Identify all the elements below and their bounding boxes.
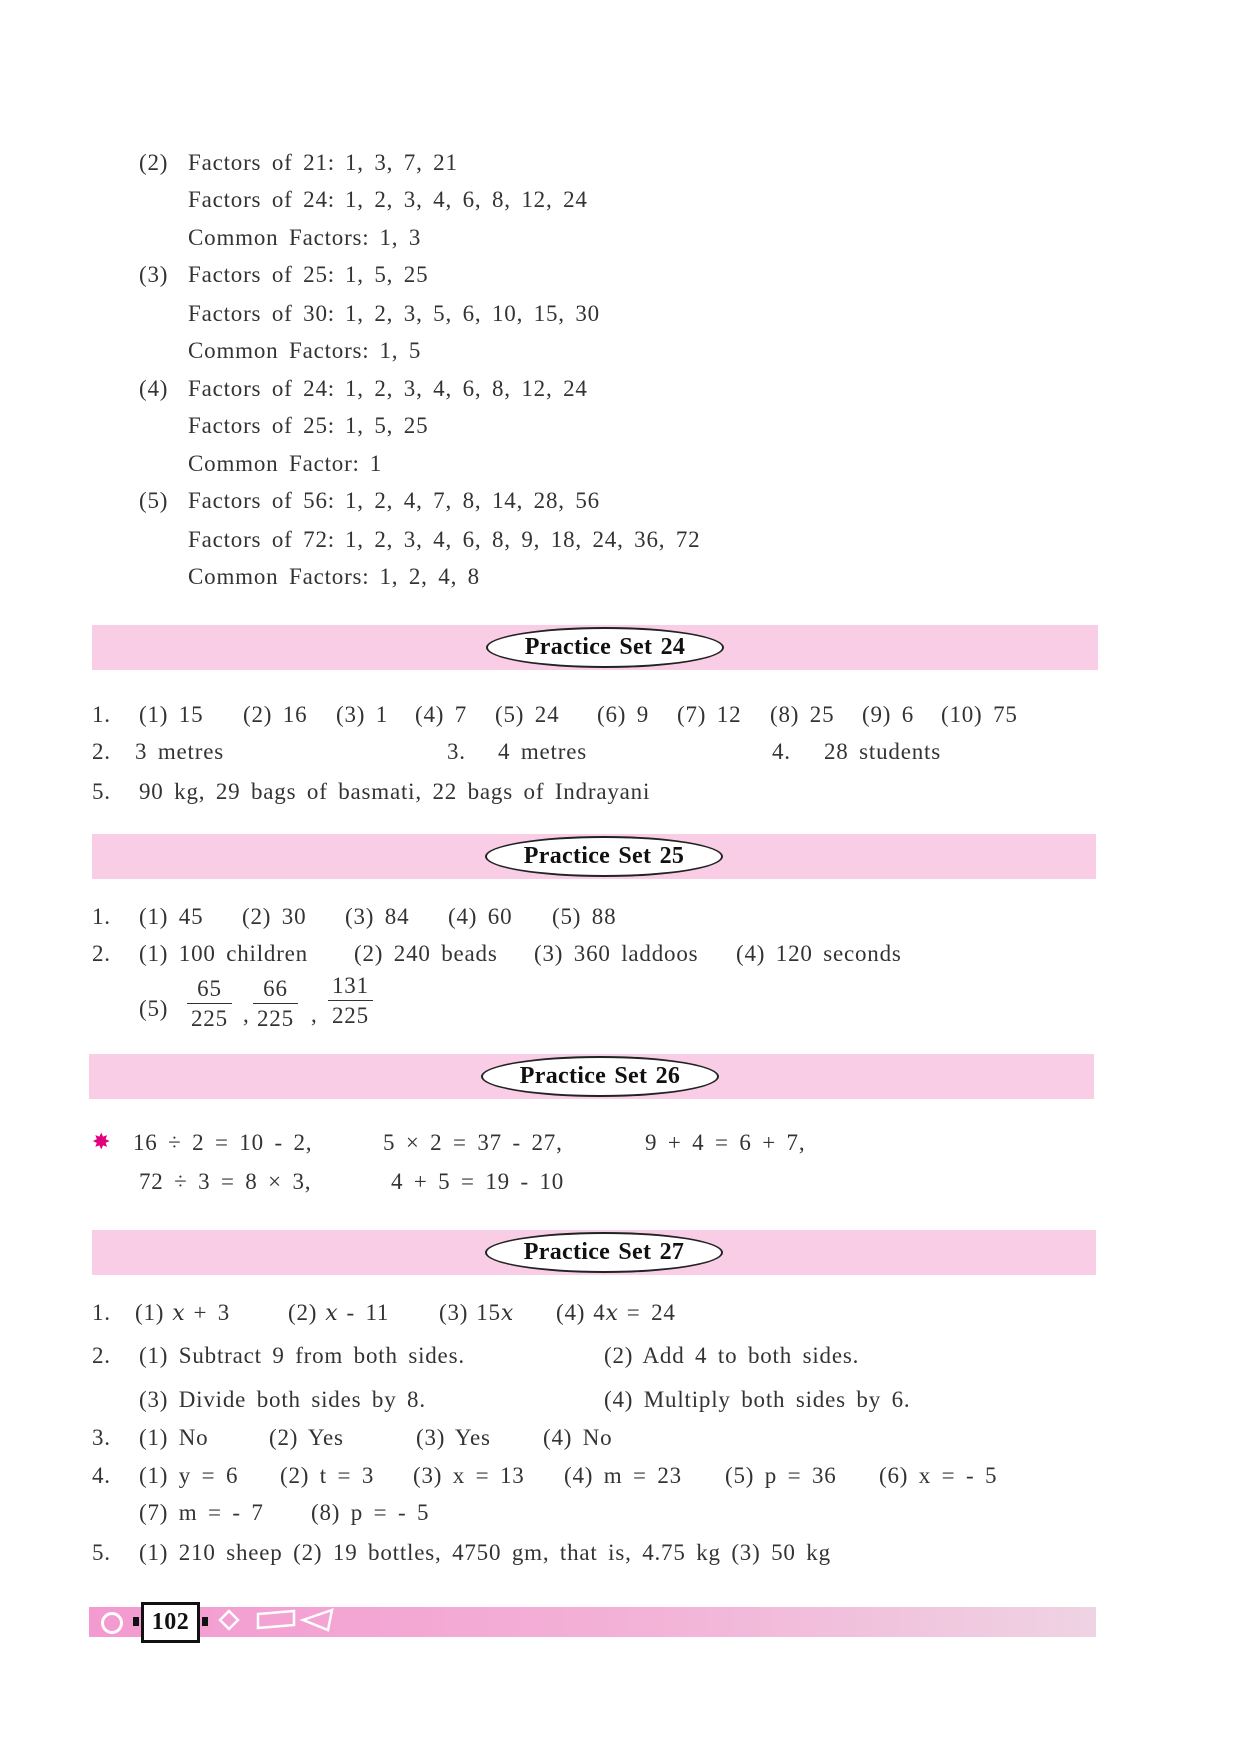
section-title: Practice Set 27 [485, 1232, 723, 1273]
answer-item: (2) Add 4 to both sides. [604, 1343, 860, 1368]
part-label: (5) [139, 996, 169, 1021]
fraction-numerator: 65 [187, 975, 232, 1004]
answer-item: (1) 45 [139, 904, 204, 929]
fraction-denominator: 225 [332, 1003, 369, 1028]
factors-entry [188, 374, 588, 404]
factors-label: Common Factors: [188, 338, 370, 363]
answer-item: 4 metres [498, 739, 587, 764]
equation-row [0, 1128, 1241, 1158]
equation: 72 ÷ 3 = 8 × 3, [139, 1169, 312, 1194]
factors-line [0, 374, 1241, 404]
answer-item: (3) Yes [416, 1425, 491, 1450]
factors-label: Factors of 21: [188, 150, 335, 175]
factors-entry [188, 449, 382, 479]
answer-item: (10) 75 [941, 702, 1018, 727]
question-number: 4. [772, 739, 791, 764]
question-number: 2. [92, 941, 111, 966]
footer-shapes [215, 1608, 340, 1632]
answer-item: (3) 84 [345, 904, 410, 929]
separator: , [243, 1002, 250, 1027]
common-factors-line [0, 562, 1241, 592]
answer-item: (4) 60 [448, 904, 513, 929]
factors-label: Factors of 30: [188, 301, 335, 326]
answer-item: 28 students [824, 739, 941, 764]
variable: x [325, 1301, 339, 1326]
separator: , [311, 1002, 318, 1027]
question-number: 1. [92, 1300, 111, 1325]
question-number: 5. [92, 779, 111, 804]
answer-item: (4) 120 seconds [736, 941, 902, 966]
section-header-band [92, 834, 1096, 879]
factors-value: 1, 2, 3, 4, 6, 8, 12, 24 [344, 187, 588, 212]
factors-value: 1, 5, 25 [344, 413, 429, 438]
common-factors-line [0, 449, 1241, 479]
answer-item: (3) Divide both sides by 8. [139, 1387, 426, 1412]
answer-item: (1) No [139, 1425, 209, 1450]
answer-item: (3) x = 13 [413, 1463, 525, 1488]
section-header-band [92, 1230, 1096, 1275]
common-factors-line [0, 223, 1241, 253]
equation: 9 + 4 = 6 + 7, [645, 1130, 806, 1155]
part-label: (4) [556, 1300, 586, 1325]
expression-item [439, 1298, 514, 1329]
factors-label: Factors of 72: [188, 527, 335, 552]
answer-item: (1) 15 [139, 702, 204, 727]
factors-value: 1, 3, 7, 21 [344, 150, 458, 175]
variable: x [605, 1301, 619, 1326]
factors-value: 1 [369, 451, 383, 476]
diamond-icon [220, 1611, 238, 1629]
expression-item [135, 1298, 230, 1329]
answer-row [0, 939, 1241, 969]
factors-line [0, 411, 1241, 441]
answer-item: (9) 6 [862, 702, 915, 727]
factors-line [0, 486, 1241, 516]
factors-value: 1, 2, 3, 5, 6, 10, 15, 30 [344, 301, 600, 326]
question-number: 5. [92, 1540, 111, 1565]
answer-row [0, 902, 1241, 932]
answer-row [0, 1538, 1241, 1568]
fraction [253, 975, 298, 1034]
factors-value: 1, 5, 25 [344, 262, 429, 287]
answer-item: (5) 88 [552, 904, 617, 929]
page-number: 102 [141, 1602, 200, 1643]
expression-rest: = 24 [626, 1300, 676, 1325]
answer-item: (2) 30 [242, 904, 307, 929]
question-number: 1. [92, 904, 111, 929]
factors-label: Factors of 25: [188, 413, 335, 438]
factors-value: 1, 2, 4, 8 [379, 564, 480, 589]
answer-item: (1) 210 sheep (2) 19 bottles, 4750 gm, that is, 4.75 kg (3) 50 kg [139, 1540, 831, 1565]
common-factors-line [0, 336, 1241, 366]
factors-entry [188, 148, 458, 178]
variable: x [172, 1301, 186, 1326]
fraction [187, 975, 232, 1034]
fraction-denominator: 225 [191, 1006, 228, 1031]
answer-item: 90 kg, 29 bags of basmati, 22 bags of Indrayani [139, 779, 651, 804]
answer-item: (7) m = - 7 [139, 1500, 264, 1525]
answer-item: (7) 12 [677, 702, 742, 727]
answer-item: (5) p = 36 [725, 1463, 837, 1488]
rectangle-icon [258, 1611, 294, 1628]
equation: 4 + 5 = 19 - 10 [391, 1169, 565, 1194]
factors-value: 1, 2, 4, 7, 8, 14, 28, 56 [344, 488, 600, 513]
answer-row [0, 1423, 1241, 1453]
fraction-denominator: 225 [257, 1006, 294, 1031]
factors-label: Factors of 24: [188, 376, 335, 401]
section-header-band [89, 1054, 1094, 1099]
answer-item: 3 metres [135, 739, 224, 764]
answer-item: (4) No [543, 1425, 613, 1450]
factors-value: 1, 2, 3, 4, 6, 8, 9, 18, 24, 36, 72 [344, 527, 701, 552]
star-bullet-icon: ✸ [92, 1130, 112, 1155]
answer-item: (2) 16 [243, 702, 308, 727]
factors-entry [188, 260, 428, 290]
factors-label: Common Factors: [188, 225, 370, 250]
answer-item: (1) 100 children [139, 941, 308, 966]
answer-row [0, 1461, 1241, 1491]
answer-item: (8) 25 [770, 702, 835, 727]
answer-item: (4) 7 [415, 702, 468, 727]
factors-label: Factors of 56: [188, 488, 335, 513]
variable: x [500, 1301, 515, 1326]
item-number: (4) [139, 376, 169, 401]
question-number: 4. [92, 1463, 111, 1488]
factors-entry [188, 525, 700, 555]
answer-item: (4) Multiply both sides by 6. [604, 1387, 911, 1412]
connector-square [133, 1617, 139, 1626]
fraction-numerator: 131 [328, 972, 373, 1001]
answer-row [0, 1498, 1241, 1528]
question-number: 1. [92, 702, 111, 727]
section-title: Practice Set 25 [485, 836, 723, 877]
factors-value: 1, 3 [379, 225, 422, 250]
question-number: 3. [447, 739, 466, 764]
section-title: Practice Set 26 [481, 1056, 719, 1097]
factors-label: Common Factors: [188, 564, 370, 589]
expression-rest: - 11 [346, 1300, 390, 1325]
question-number: 3. [92, 1425, 111, 1450]
equation: 5 × 2 = 37 - 27, [383, 1130, 563, 1155]
factors-label: Factors of 24: [188, 187, 335, 212]
part-label: (2) [288, 1300, 318, 1325]
factors-line [0, 299, 1241, 329]
item-number: (5) [139, 488, 169, 513]
factors-value: 1, 2, 3, 4, 6, 8, 12, 24 [344, 376, 588, 401]
factors-entry [188, 411, 428, 441]
answer-item: (1) y = 6 [139, 1463, 239, 1488]
expression-rest: + 3 [193, 1300, 231, 1325]
factors-entry [188, 299, 600, 329]
answer-row [0, 777, 1241, 807]
answer-item: (4) m = 23 [564, 1463, 682, 1488]
answer-item: (8) p = - 5 [311, 1500, 430, 1525]
factors-entry [188, 336, 421, 366]
answer-item: (6) x = - 5 [879, 1463, 998, 1488]
answer-row [0, 1341, 1241, 1371]
factors-line [0, 148, 1241, 178]
triangle-icon [303, 1610, 332, 1630]
factors-line [0, 185, 1241, 215]
answer-item: (5) 24 [495, 702, 560, 727]
section-header-band [92, 625, 1098, 670]
coefficient: 15 [476, 1300, 501, 1325]
coefficient: 4 [593, 1300, 606, 1325]
factors-line [0, 260, 1241, 290]
factors-entry [188, 185, 588, 215]
answer-item: (3) 1 [336, 702, 389, 727]
circle-icon [101, 1612, 123, 1634]
answer-item: (2) 240 beads [354, 941, 498, 966]
question-number: 2. [92, 739, 111, 764]
factors-label: Factors of 25: [188, 262, 335, 287]
section-title: Practice Set 24 [486, 627, 724, 668]
equation: 16 ÷ 2 = 10 - 2, [133, 1130, 313, 1155]
connector-square [202, 1617, 208, 1626]
answer-item: (3) 360 laddoos [534, 941, 699, 966]
factors-value: 1, 5 [379, 338, 422, 363]
answer-item: (1) Subtract 9 from both sides. [139, 1343, 465, 1368]
equation-row [0, 1167, 1241, 1197]
factors-entry [188, 486, 600, 516]
item-number: (2) [139, 150, 169, 175]
answer-item: (2) Yes [269, 1425, 344, 1450]
part-label: (1) [135, 1300, 165, 1325]
answer-row [0, 1298, 1241, 1328]
item-number: (3) [139, 262, 169, 287]
factors-entry [188, 223, 421, 253]
answer-row [0, 700, 1241, 730]
factors-entry [188, 562, 480, 592]
part-label: (3) [439, 1300, 469, 1325]
factors-label: Common Factor: [188, 451, 360, 476]
answer-item: (6) 9 [597, 702, 650, 727]
answer-item: (2) t = 3 [280, 1463, 375, 1488]
answer-row [0, 737, 1241, 767]
answer-row [0, 1385, 1241, 1415]
expression-item [556, 1298, 676, 1329]
fraction-numerator: 66 [253, 975, 298, 1004]
expression-item [288, 1298, 389, 1329]
fraction [328, 972, 373, 1031]
factors-line [0, 525, 1241, 555]
question-number: 2. [92, 1343, 111, 1368]
